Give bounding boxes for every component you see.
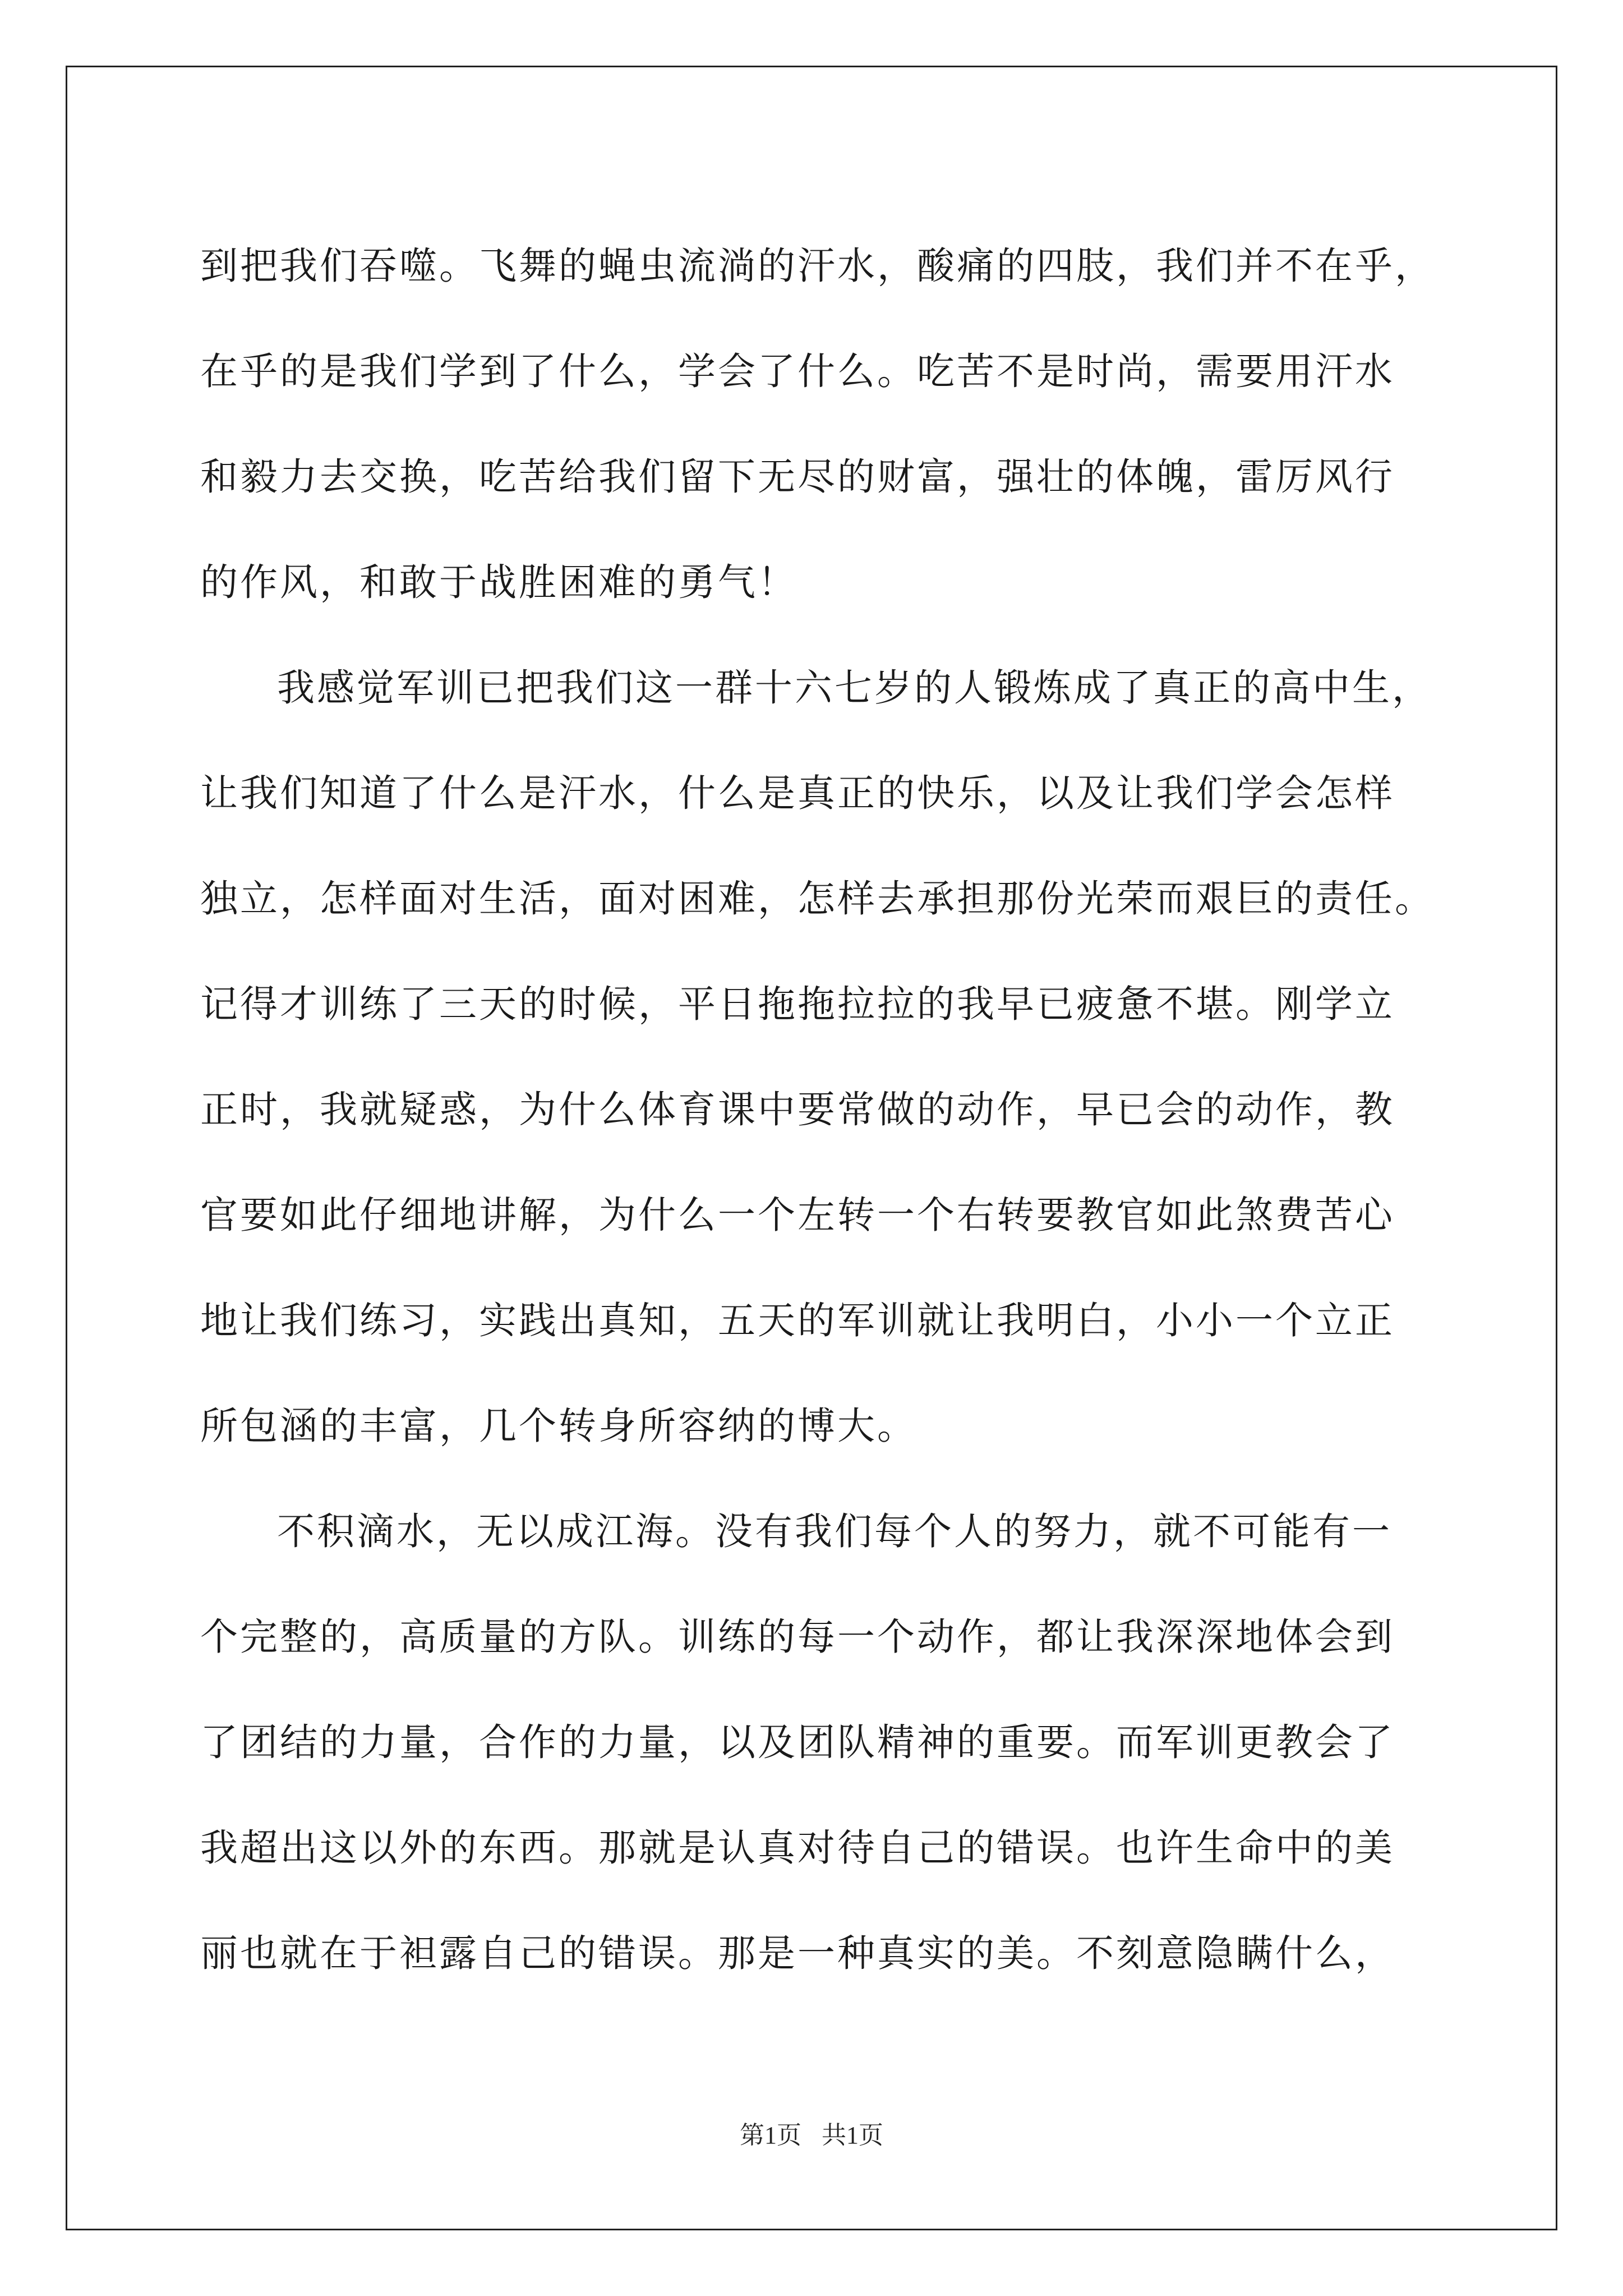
text-line: 了团结的力量，合作的力量，以及团队精神的重要。而军训更教会了: [200, 1720, 1395, 1764]
text-line: 官要如此仔细地讲解，为什么一个左转一个右转要教官如此煞费苦心: [200, 1193, 1395, 1237]
text-line: 所包涵的丰富，几个转身所容纳的博大。: [200, 1404, 917, 1448]
text-line: 正时，我就疑惑，为什么体育课中要常做的动作，早已会的动作，教: [200, 1088, 1395, 1131]
paragraph-start-line: 我感觉军训已把我们这一群十六七岁的人锻炼成了真正的高中生，: [277, 666, 1432, 710]
document-body: [200, 213, 1435, 2006]
text-line: 的作风，和敢于战胜困难的勇气！: [200, 560, 797, 604]
text-line: 和毅力去交换，吃苦给我们留下无尽的财富，强壮的体魄，雷厉风行: [200, 455, 1395, 499]
text-line: 地让我们练习，实践出真知，五天的军训就让我明白，小小一个立正: [200, 1299, 1395, 1342]
text-line: 在乎的是我们学到了什么，学会了什么。吃苦不是时尚，需要用汗水: [200, 349, 1395, 393]
text-line: 个完整的，高质量的方队。训练的每一个动作，都让我深深地体会到: [200, 1615, 1395, 1659]
text-line: 到把我们吞噬。飞舞的蝇虫流淌的汗水，酸痛的四肢，我们并不在乎，: [200, 244, 1435, 288]
page-total: 共1页: [822, 2122, 883, 2149]
page-footer: [0, 2115, 1623, 2151]
text-line: 独立，怎样面对生活，面对困难，怎样去承担那份光荣而艰巨的责任。: [200, 877, 1435, 921]
text-line: 让我们知道了什么是汗水，什么是真正的快乐，以及让我们学会怎样: [200, 771, 1395, 815]
page-number: 第1页: [740, 2122, 801, 2149]
paragraph-start-line: 不积滴水，无以成江海。没有我们每个人的努力，就不可能有一: [277, 1510, 1392, 1553]
text-line: 我超出这以外的东西。那就是认真对待自己的错误。也许生命中的美: [200, 1826, 1395, 1870]
text-line: 丽也就在于袒露自己的错误。那是一种真实的美。不刻意隐瞒什么，: [200, 1931, 1395, 1975]
text-line: 记得才训练了三天的时候，平日拖拖拉拉的我早已疲惫不堪。刚学立: [200, 982, 1395, 1026]
